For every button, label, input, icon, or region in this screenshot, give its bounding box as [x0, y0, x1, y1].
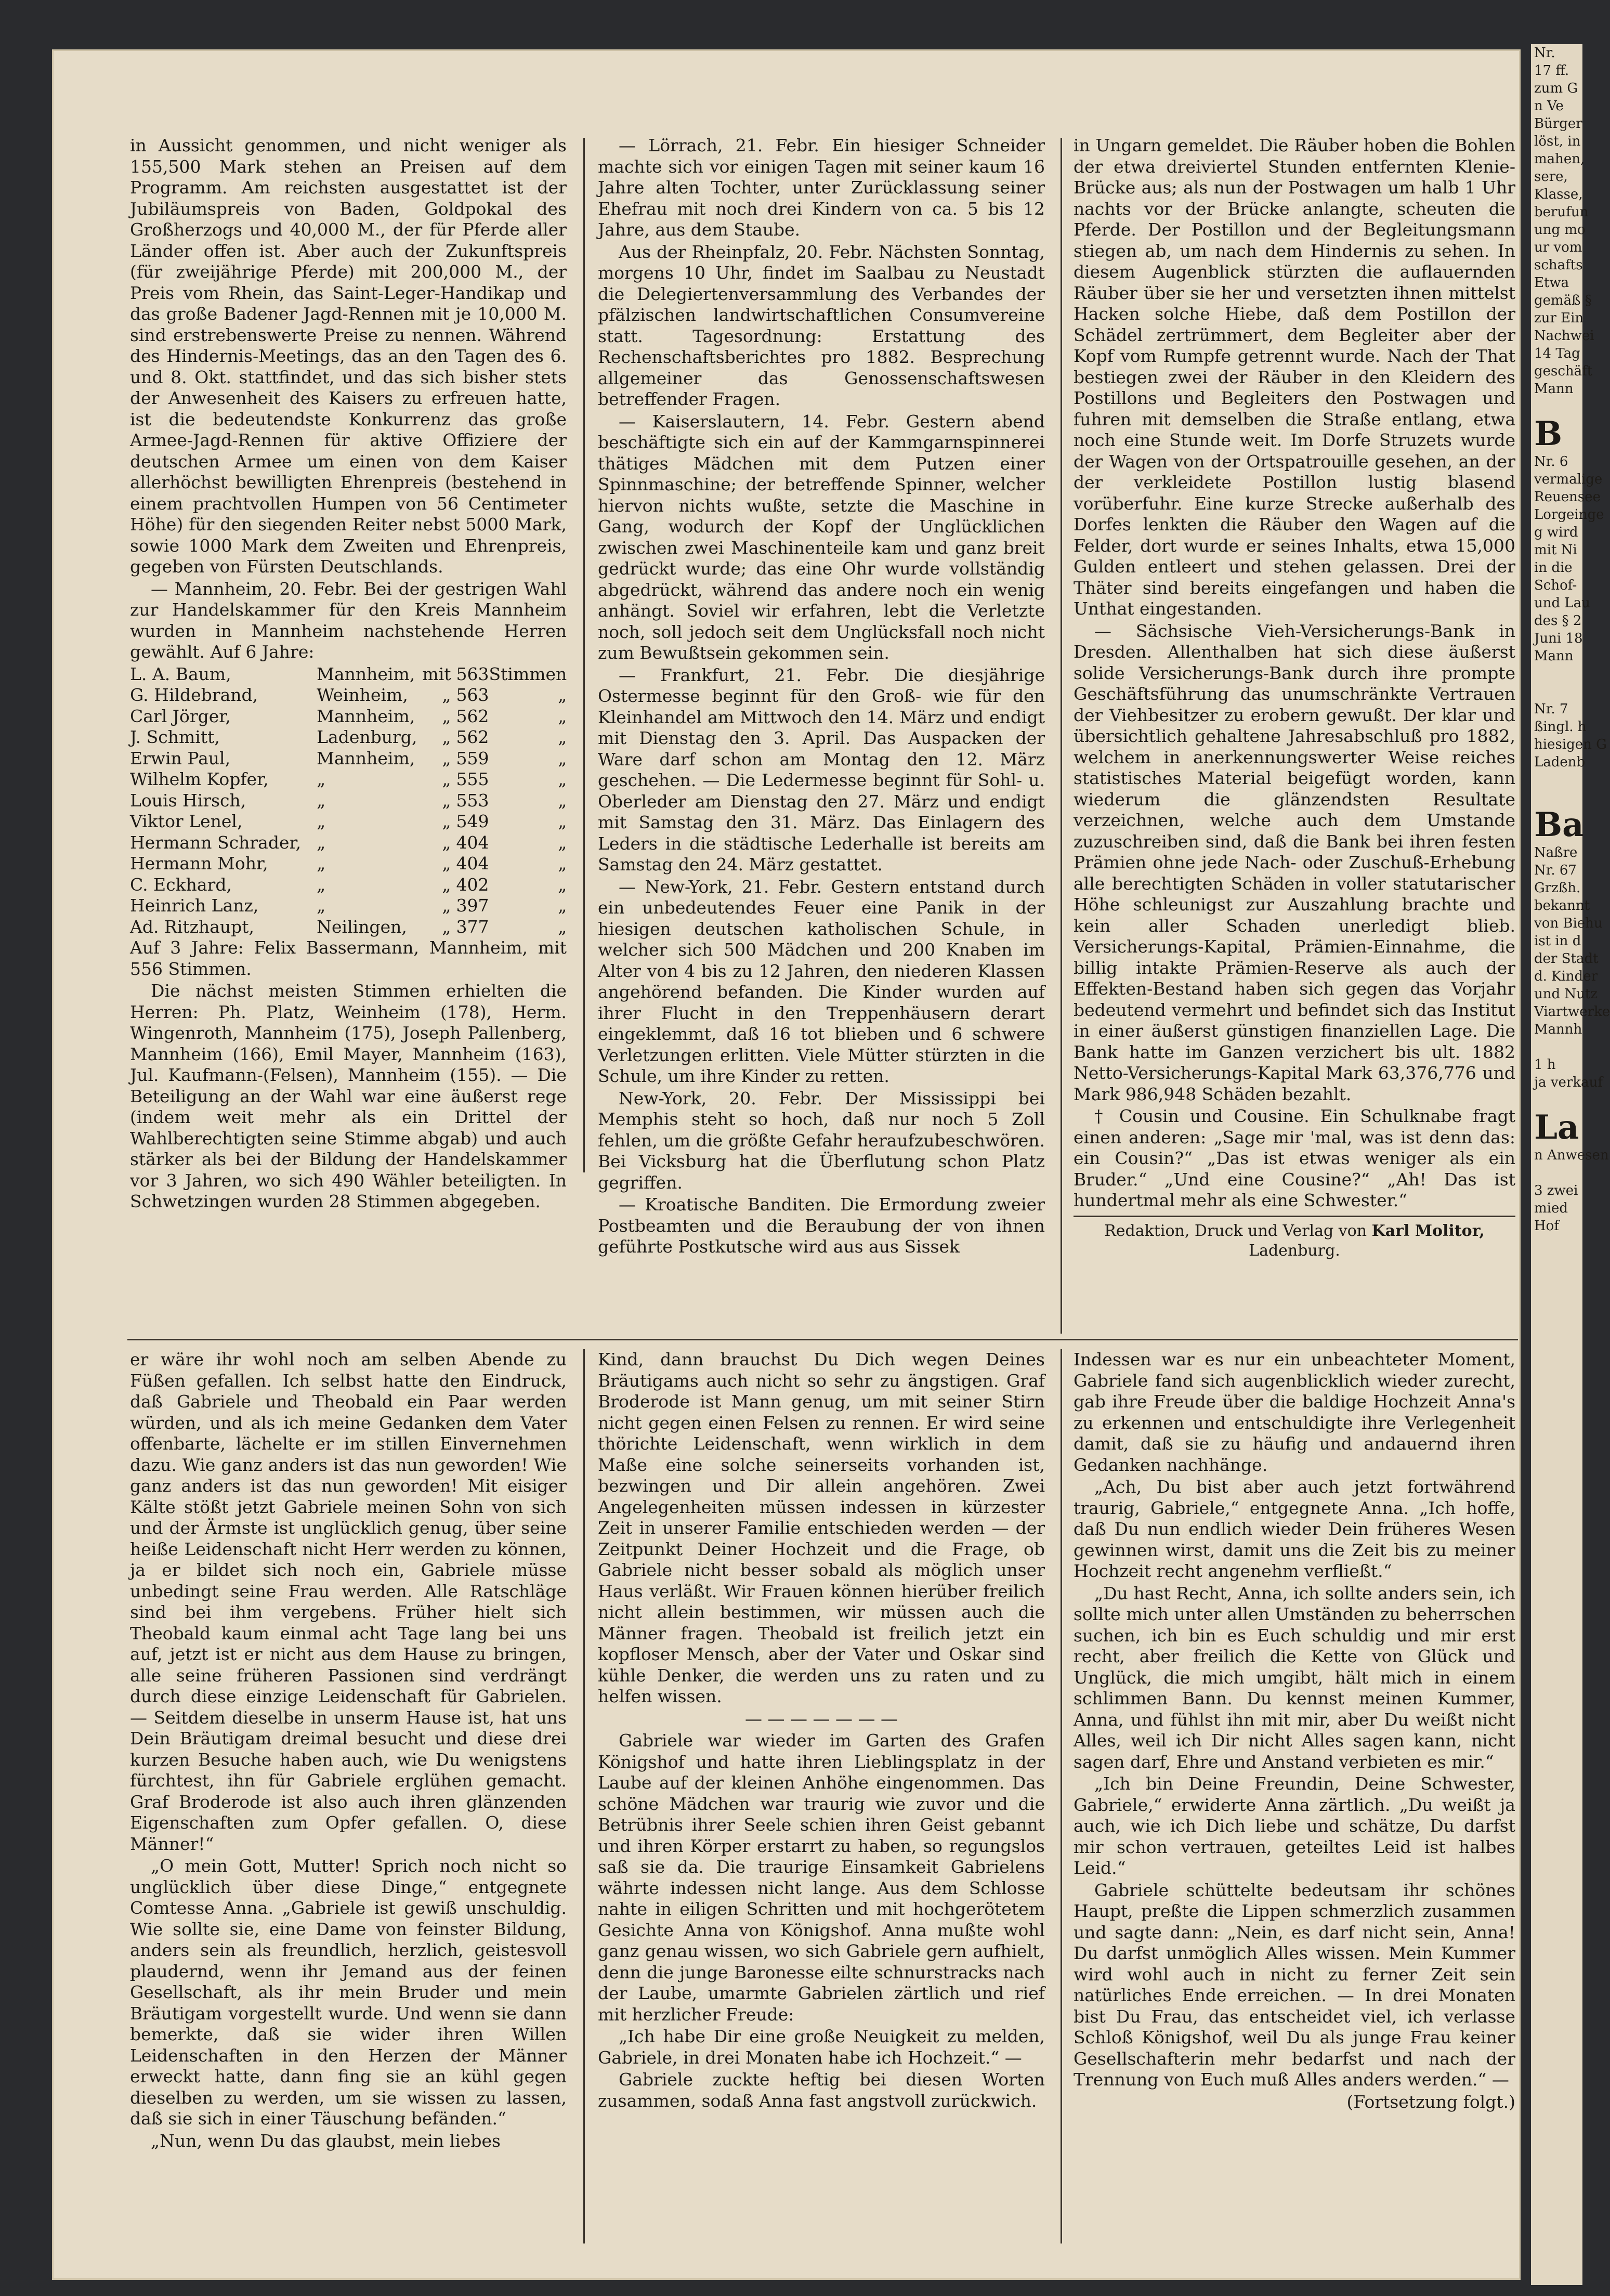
- section-divider: [127, 1339, 1518, 1340]
- result-votes: 397: [456, 895, 489, 916]
- imprint: [1074, 1221, 1515, 1261]
- result-unit: Stimmen: [489, 663, 567, 684]
- result-name: Ad. Ritzhaupt,: [130, 916, 255, 937]
- result-votes: 562: [456, 727, 489, 747]
- result-votes: 562: [456, 706, 489, 726]
- edge-fragment: der Stadt: [1534, 951, 1599, 967]
- result-name: Carl Jörger,: [130, 706, 231, 726]
- edge-fragment: mied: [1534, 1201, 1568, 1216]
- article-kaiserslautern: — Kaiserslautern, 14. Febr. Gestern abend beschäftigte sich ein auf der Kammgarnspinnerei thätiges Mädchen mit dem Putzen einer Spinnmaschine; der betreffende Spinner, welcher hiervon nichts wußte, setzte die Maschine in Gang, wodurch der Kopf der Unglücklichen zwischen zwei Maschinenteile kam und ganz breit gedrückt wurde; das eine Ohr wurde vollständig abgedrückt, während das andere noch ein wenig anhängt. Soviel wir erfahren, lebt die Verletzte noch, soll jedoch seit dem Unglücksfall noch nicht zum Bewußtsein gekommen sein.: [598, 411, 1045, 663]
- result-votes: 404: [456, 853, 489, 873]
- edge-fragment: 14 Tag: [1534, 346, 1580, 361]
- result-city: „: [317, 832, 326, 853]
- edge-fragment: schafts: [1534, 257, 1583, 273]
- story-part-10: „Du hast Recht, Anna, ich sollte anders sein, ich sollte mich unter allen Umständen zu beherrschen suchen, ich bin es Euch schuldig und mir erst recht, aber freilich die Kette von Glück und Unglück, die mich umgibt, hält mich in einem schlimmen Bann. Du kennst meinen Kummer, Anna, und fühlst ihn mit mir, aber Du weißt nicht Alles, weil ich Dir nicht Alles sagen kann, nicht sagen darf, Ehre und Anstand verbieten es mir.“: [1074, 1583, 1515, 1772]
- result-votes: 549: [456, 811, 489, 831]
- result-votes: 377: [456, 916, 489, 937]
- result-votes: 559: [456, 748, 489, 768]
- result-city: Mannheim,: [317, 663, 415, 684]
- result-row: [130, 727, 567, 748]
- adjacent-page-edge: [1531, 44, 1610, 2285]
- upper-column-2: [598, 135, 1045, 1259]
- lower-column-2: [598, 1349, 1045, 2112]
- result-unit: „: [558, 874, 567, 895]
- result-row: [130, 748, 567, 769]
- column-rule: [583, 1349, 585, 2243]
- edge-fragment: [1531, 1091, 1582, 1109]
- article-mannheim-election: — Mannheim, 20. Febr. Bei der gestrigen Wahl zur Handelskammer für den Kreis Mannheim wurden in Mannheim nachstehende Herren gewählt. Auf 6 Jahre:: [130, 578, 567, 662]
- edge-fragment: Ba: [1534, 805, 1584, 844]
- result-votes: 553: [456, 790, 489, 811]
- edge-fragment: in die: [1534, 560, 1573, 576]
- result-row: [130, 769, 567, 790]
- edge-fragment: Reuensee: [1534, 489, 1601, 505]
- result-mit: „: [442, 706, 451, 726]
- election-runners-up: Die nächst meisten Stimmen erhielten die Herren: Ph. Platz, Weinheim (178), Herm. Wingenroth, Mannheim (175), Joseph Pallenberg, Mannheim (166), Emil Mayer, Mannheim (163), Jul. Kaufmann-(Felsen), Mannheim (155). — Die Beteiligung an der Wahl war eine äußerst rege (indem weit mehr als ein Drittel der Wahlberechtigten seine Stimme abgab) und auch stärker als bei der Bildung der Handelskammer vor 3 Jahren, wo sich 490 Wähler beteiligten. In Schwetzingen wurden 28 Stimmen abgegeben.: [130, 981, 567, 1211]
- edge-fragment: [1531, 1164, 1582, 1182]
- result-unit: „: [558, 832, 567, 853]
- result-city: „: [317, 874, 326, 895]
- article-croatian-bandits-cont: in Ungarn gemeldet. Die Räuber hoben die Bohlen der etwa dreiviertel Stunden entfernten Klenie-Brücke aus; als nun der Postwagen um halb 1 Uhr nachts vor der Brücke anlangte, scheuten die Pferde. Der Postillon und der Begleitungsmann stiegen ab, um nach dem Hindernis zu sehen. In diesem Augenblick stürzten die auflauernden Räuber über sie her und versetzten ihnen mittelst Hacken solche Hiebe, daß dem Postillon der Schädel zertrümmert, dem Begleiter aber der Kopf vom Rumpfe getrennt wurde. Nach der That bestiegen zwei der Räuber in den Kleidern des Postillons und Begleiters den Postwagen und fuhren mit demselben die Straße entlang, etwa noch eine Stunde weit. Im Dorfe Struzets wurde der Wagen von der Ortspatrouille gesehen, an der der verkleidete Postillon lustig blasend vorüberfuhr. Eine kurze Strecke außerhalb des Dorfes lenkten die Räuber den Wagen auf die Felder, dort wurde er seines Inhalts, etwa 15,000 Gulden entleert und stehen gelassen. Drei der Thäter sind bereits eingefangen und haben die Unthat eingestanden.: [1074, 135, 1515, 619]
- result-city: Mannheim,: [317, 748, 415, 768]
- story-part-1: er wäre ihr wohl noch am selben Abende zu Füßen gefallen. Ich selbst hatte den Eindruck, daß Gabriele und Theobald ein Paar werden würden, und als ich meine Gedanken dem Vater offenbarte, lächelte er im stillen Einvernehmen dazu. Wie ganz anders ist das nun geworden! Wie ganz anders ist das nun geworden! Mit eisiger Kälte stößt jetzt Gabriele meinen Sohn von sich und der Ärmste ist unglücklich genug, über seine heiße Leidenschaft nicht Herr werden zu können, ja er bildet sich noch ein, Gabriele müsse unbedingt seine Frau werden. Alle Ratschläge sind bei ihm vergebens. Früher hielt sich Theobald kaum einmal acht Tage lang bei uns auf, jetzt ist er nicht aus dem Hause zu bringen, alle seine früheren Passionen sind verdrängt durch diese einzige Leidenschaft für Gabrielen. — Seitdem dieselbe in unserm Hause ist, hat uns Dein Bräutigam dreimal besucht und diese drei kurzen Besuche haben auch, wie Du wenigstens fürchtest, ihn für Gabriele erglühen gemacht. Graf Broderode ist also auch ihren glänzenden Eigenschaften zum Opfer gefallen. O, diese Männer!“: [130, 1349, 567, 1854]
- result-unit: „: [558, 895, 567, 916]
- result-row: [130, 895, 567, 917]
- story-part-4: Kind, dann brauchst Du Dich wegen Deines Bräutigams auch nicht so sehr zu ängstigen. Graf Broderode ist Mann genug, um mit seiner Stirn nicht gegen einen Felsen zu rennen. Er wird seine thörichte Leidenschaft, wenn wirklich in dem Maße eine solche seinerseits vorhanden ist, bezwingen und Dir allein angehören. Zwei Angelegenheiten müssen indessen in kürzester Zeit in unserer Familie entschieden werden — der Zeitpunkt Deiner Hochzeit und die Frage, ob Gabriele nicht besser sobald als möglich unser Haus verläßt. Wir Frauen können hierüber freilich nicht allein bestimmen, wir müssen auch die Männer fragen. Theobald ist freilich jetzt ein kopfloser Mensch, aber der Vater und Oskar sind kühle Denker, die werden uns zu raten und zu helfen wissen.: [598, 1349, 1045, 1706]
- column-rule: [1061, 1349, 1062, 2243]
- result-unit: „: [558, 685, 567, 705]
- article-frankfurt: — Frankfurt, 21. Febr. Die diesjährige Ostermesse beginnt für den Groß- wie für den Kleinhandel am Mittwoch den 14. März und endigt mit Dienstag den 3. April. Das Auspacken der Ware darf schon am Montag den 12. März geschehen. — Die Ledermesse beginnt für Sohl- u. Oberleder am Dienstag den 27. März und endigt mit Samstag den 31. März. Das Einlagern des Leders in die städtische Lederhalle ist bereits am Samstag den 24. März gestattet.: [598, 664, 1045, 875]
- story-part-9: „Ach, Du bist aber auch jetzt fortwährend traurig, Gabriele,“ entgegnete Anna. „Ich hoffe, daß Du nun endlich wieder Dein früheres Wesen gewinnen wirst, damit uns die Zeit bis zu meiner Hochzeit recht angenehm verfließt.“: [1074, 1477, 1515, 1581]
- result-name: Hermann Mohr,: [130, 853, 268, 873]
- result-row: [130, 664, 567, 685]
- result-votes: 404: [456, 832, 489, 853]
- result-row: [130, 685, 567, 706]
- lower-column-1: [130, 1349, 567, 2152]
- imprint-rule: [1074, 1216, 1515, 1217]
- result-unit: „: [558, 811, 567, 831]
- story-part-12: Gabriele schüttelte bedeutsam ihr schönes Haupt, preßte die Lippen schmerzlich zusammen und sagte dann: „Nein, es darf nicht sein, Anna! Du darfst unmöglich Alles wissen. Mein Kummer wird wohl auch in nicht zu ferner Zeit sein natürliches Ende erreichen. — In drei Monaten bist Du Frau, das entscheidet viel, ich verlasse Schloß Königshof, weil Du als junge Frau keiner Gesellschafterin mehr bedarfst und nach der Trennung von Euch muß Alles anders werden.“ —: [1074, 1880, 1515, 2090]
- article-insurance-bank: — Sächsische Vieh-Versicherungs-Bank in Dresden. Allenthalben hat sich diese äußerst solide Versicherungs-Bank durch ihre prompte Geschäftsführung das unumschränkte Vertrauen der Viehbesitzer zu erobern gewußt. Der klar und übersichtlich gehaltene Jahresabschluß pro 1882, welchem in anerkennungswerter Weise reiches statistisches Material beigefügt worden, kann wiederum die glänzendsten Resultate verzeichnen, welche auch dem Umstande zuzuschreiben sind, daß die Bank bei ihren festen Prämien ohne jede Nach- oder Zuschuß-Erhebung alle berechtigten Schäden in voller statutarischer Höhe schleunigst zur Auszahlung brachte und kein aller Schaden unerledigt blieb. Versicherungs-Kapital, Prämien-Einnahme, die billig intakte Prämien-Reserve als auch der Effekten-Bestand haben sich gegen das Vorjahr bedeutend vermehrt und befindet sich das Institut in einer äußerst günstigen finanziellen Lage. Die Bank hatte im Ganzen verzichert bis ult. 1882 Netto-Versicherungs-Kapital Mark 63,376,776 und Mark 986,948 Schäden bezahlt.: [1074, 620, 1515, 1104]
- result-name: Erwin Paul,: [130, 748, 231, 768]
- edge-fragment: [1531, 665, 1582, 683]
- result-row: [130, 832, 567, 854]
- result-votes: 563: [456, 685, 489, 705]
- result-votes: 402: [456, 874, 489, 895]
- story-part-8: Indessen war es nur ein unbeachteter Moment, Gabriele fand sich augenblicklich wieder zurecht, gab ihre Freude über die baldige Hochzeit Anna's zu erkennen und entschuldigte ihre Verlegenheit damit, daß sie zu häufig und andauernd ihren Gedanken nachhänge.: [1074, 1349, 1515, 1475]
- edge-fragment: bekannt: [1534, 898, 1590, 914]
- lower-column-3: [1074, 1349, 1515, 2114]
- result-city: „: [317, 811, 326, 831]
- edge-fragment: Nr. 6: [1534, 454, 1568, 469]
- article-rheinpfalz: Aus der Rheinpfalz, 20. Febr. Nächsten Sonntag, morgens 10 Uhr, findet im Saalbau zu Neustadt die Delegiertenversammlung des Verbandes der pfälzischen landwirtschaftlichen Consumvereine statt. Tagesordnung: Erstattung des Rechenschaftsberichtes pro 1882. Besprechung allgemeiner das Genossenschaftswesen betreffender Fragen.: [598, 241, 1045, 409]
- edge-fragment: und Nutz: [1534, 986, 1598, 1002]
- column-rule: [1061, 138, 1062, 1334]
- edge-fragment: zum G: [1534, 81, 1578, 96]
- edge-fragment: Hof: [1534, 1218, 1559, 1234]
- edge-fragment: sere,: [1534, 169, 1568, 185]
- result-unit: „: [558, 706, 567, 726]
- edge-fragment: Naßre: [1534, 845, 1578, 860]
- article-race-prizes: in Aussicht genommen, und nicht weniger als 155,500 Mark stehen an Preisen auf dem Programm. Am reichsten ausgestattet ist der Jubiläumspreis von Baden, Goldpokal des Großherzogs und 40,000 M., der für Pferde aller Länder offen ist. Aber auch der Zukunftspreis (für zweijährige Pferde) mit 200,000 M., der Preis vom Rhein, das Saint-Leger-Handikap und das große Badener Jagd-Rennen mit je 10,000 M. sind erstrebenswerte Preise zu nennen. Während des Hindernis-Meetings, das an den Tagen des 6. und 8. Okt. stattfindet, und das sich bisher stets der Anwesenheit des Kaisers zu erfreuen hatte, ist die bedeutendste Konkurrenz das große Armee-Jagd-Rennen für aktive Offiziere der deutschen Armee um einen von dem Kaiser allerhöchst bewilligten Ehrenpreis (bestehend in einem prachtvollen Humpen von 56 Centimeter Höhe) für den siegenden Reiter nebst 5000 Mark, sowie 1000 Mark dem Zweiten und Ehrenpreis, gegeben von Fürsten Deutschlands.: [130, 135, 567, 577]
- imprint-publisher: Karl Molitor,: [1371, 1221, 1485, 1240]
- edge-fragment: Klasse,: [1534, 187, 1583, 202]
- result-unit: „: [558, 916, 567, 937]
- edge-fragment: berufun: [1534, 204, 1589, 220]
- edge-fragment: La: [1534, 1108, 1579, 1147]
- edge-fragment: g wird: [1534, 525, 1578, 540]
- result-unit: „: [558, 748, 567, 768]
- article-croatian-bandits: — Kroatische Banditen. Die Ermordung zweier Postbeamten und die Beraubung der von ihnen geführte Postkutsche wird aus aus Sissek: [598, 1194, 1045, 1257]
- edge-fragment: [1531, 398, 1582, 415]
- edge-fragment: [1531, 771, 1582, 789]
- edge-fragment: Nr. 67: [1534, 863, 1577, 878]
- result-mit: „: [442, 685, 451, 705]
- result-mit: „: [442, 790, 451, 811]
- result-name: G. Hildebrand,: [130, 685, 258, 705]
- result-votes: 555: [456, 769, 489, 789]
- result-unit: „: [558, 790, 567, 811]
- edge-fragment: Ladenb: [1534, 754, 1586, 770]
- edge-fragment: Juni 18: [1534, 631, 1583, 646]
- result-mit: „: [442, 895, 451, 916]
- edge-fragment: Schof-: [1534, 578, 1577, 593]
- story-separator: — — — — — — —: [745, 1708, 898, 1729]
- result-name: Heinrich Lanz,: [130, 895, 259, 916]
- result-mit: „: [442, 769, 451, 789]
- edge-fragment: gemäß §: [1534, 293, 1592, 308]
- story-part-11: „Ich bin Deine Freundin, Deine Schwester, Gabriele,“ erwiderte Anna zärtlich. „Du weißt ja auch, wie ich Dich liebe und schätze, Du darfst mir schon vertrauen, geteiltes Leid ist halbes Leid.“: [1074, 1773, 1515, 1878]
- result-name: Wilhelm Kopfer,: [130, 769, 269, 789]
- result-city: „: [317, 853, 326, 873]
- edge-fragment: Nachwei: [1534, 328, 1594, 344]
- result-row: [130, 790, 567, 812]
- edge-fragment: und Lau: [1534, 595, 1590, 611]
- edge-fragment: ßingl. h: [1534, 719, 1587, 735]
- continuation-note: (Fortsetzung folgt.): [1346, 2091, 1515, 2112]
- result-city: Weinheim,: [317, 685, 408, 705]
- column-rule: [583, 138, 585, 1172]
- upper-column-3: [1074, 135, 1515, 1261]
- result-name: J. Schmitt,: [130, 727, 220, 747]
- result-mit: „: [442, 916, 451, 937]
- edge-fragment: ist in d: [1534, 933, 1581, 949]
- result-row: [130, 853, 567, 875]
- edge-fragment: 1 h: [1534, 1057, 1556, 1073]
- result-unit: „: [558, 769, 567, 789]
- imprint-city: Ladenburg.: [1249, 1241, 1340, 1260]
- article-loerrach: — Lörrach, 21. Febr. Ein hiesiger Schneider machte sich vor einigen Tagen mit seiner kaum 16 Jahre alten Tochter, unter Zurücklassung seiner Ehefrau mit noch drei Kindern von ca. 5 bis 12 Jahre, aus dem Staube.: [598, 135, 1045, 240]
- story-part-7: Gabriele zuckte heftig bei diesen Worten zusammen, sodaß Anna fast angstvoll zurückwich.: [598, 2069, 1045, 2111]
- result-name: Hermann Schrader,: [130, 832, 302, 853]
- edge-fragment: Viartwerke: [1534, 1004, 1610, 1020]
- story-part-6: „Ich habe Dir eine große Neuigkeit zu melden, Gabriele, in drei Monaten habe ich Hochzeit.“ —: [598, 2026, 1045, 2068]
- edge-fragment: Bürger: [1534, 116, 1582, 132]
- upper-column-1: [130, 135, 567, 1214]
- result-mit: „: [442, 748, 451, 768]
- edge-fragment: Etwa: [1534, 275, 1569, 291]
- result-mit: „: [442, 727, 451, 747]
- edge-fragment: Mann: [1534, 648, 1574, 664]
- result-city: Mannheim,: [317, 706, 415, 726]
- result-row: [130, 706, 567, 727]
- edge-fragment: d. Kinder: [1534, 969, 1598, 984]
- result-mit: „: [442, 874, 451, 895]
- newspaper-page: [52, 49, 1521, 2280]
- election-three-year: Auf 3 Jahre: Felix Bassermann, Mannheim, mit 556 Stimmen.: [130, 937, 567, 979]
- result-row: [130, 875, 567, 896]
- story-part-2: „O mein Gott, Mutter! Sprich noch nicht so unglücklich über diese Dinge,“ entgegnete Comtesse Anna. „Gabriele ist gewiß unschuldig. Wie sollte sie, eine Dame von feinster Bildung, anders sein als freundlich, herzlich, geistesvoll plaudernd, wenn ihr Jemand aus der feinen Gesellschaft, als ihr mein Bruder und mein Bräutigam vorgestellt wurde. Und wenn sie dann bemerkte, daß sie wider ihren Willen Leidenschaften in den Herzen der Männer erweckt hatte, dann fing sie an kühl gegen dieselben zu werden, um sie wissen zu lassen, daß sie sich in einer Täuschung befänden.“: [130, 1856, 567, 2129]
- edge-fragment: mahen,: [1534, 151, 1585, 167]
- result-row: [130, 917, 567, 938]
- result-city: „: [317, 769, 326, 789]
- edge-fragment: [1531, 683, 1582, 700]
- edge-fragment: n Ve: [1534, 98, 1564, 114]
- result-city: „: [317, 895, 326, 916]
- edge-fragment: 17 ff.: [1534, 63, 1569, 79]
- result-votes: 563: [456, 663, 489, 684]
- article-cousin-joke: † Cousin und Cousine. Ein Schulknabe fragt einen anderen: „Sage mir 'mal, was ist denn das: ein Cousin?“ „Das ist etwas weniger als ein Bruder.“ „Und eine Cousine?“ „Ah! Das ist hundertmal mehr als eine Schwester.“: [1074, 1106, 1515, 1210]
- edge-fragment: Lorgeinge: [1534, 507, 1604, 523]
- article-new-york-panic: — New-York, 21. Febr. Gestern entstand durch ein unbedeutendes Feuer eine Panik in der hiesigen deutschen katholischen Schule, in welcher sich 500 Mädchen und 200 Knaben im Alter von 4 bis zu 12 Jahren, den niederen Klassen angehörend befanden. Die Kinder wurden auf ihrer Flucht in den Treppenhäusern derart eingeklemmt, daß 16 tot blieben und 6 schwere Verletzungen erlitten. Viele Mütter stürzten in die Schule, um ihre Kinder zu retten.: [598, 876, 1045, 1086]
- edge-fragment: geschäft: [1534, 363, 1593, 379]
- result-name: C. Eckhard,: [130, 874, 232, 895]
- result-row: [130, 811, 567, 832]
- edge-fragment: mit Ni: [1534, 542, 1577, 558]
- result-mit: „: [442, 853, 451, 873]
- edge-fragment: zur Ein: [1534, 310, 1584, 326]
- edge-fragment: hiesigen G: [1534, 737, 1607, 752]
- edge-fragment: Mann: [1534, 381, 1574, 397]
- result-mit: mit: [422, 663, 451, 684]
- result-city: „: [317, 790, 326, 811]
- imprint-text: Redaktion, Druck und Verlag von: [1104, 1221, 1367, 1240]
- edge-fragment: von Biehu: [1534, 916, 1603, 931]
- result-unit: „: [558, 853, 567, 873]
- article-new-york-flood: New-York, 20. Febr. Der Mississippi bei Memphis steht so hoch, daß nur noch 5 Zoll fehlen, um die größte Gefahr heraufzubeschwören. Bei Vicksburg hat die Überflutung schon Platz gegriffen.: [598, 1088, 1045, 1193]
- story-part-3: „Nun, wenn Du das glaubst, mein liebes: [151, 2130, 501, 2151]
- edge-fragment: 3 zwei: [1534, 1183, 1578, 1198]
- edge-fragment: ung mo: [1534, 222, 1586, 238]
- election-results-table: [130, 664, 567, 938]
- edge-fragment: ja verkauf: [1534, 1075, 1603, 1090]
- edge-fragment: des § 2: [1534, 613, 1582, 629]
- edge-fragment: [1531, 789, 1582, 806]
- edge-fragment: löst, in: [1534, 134, 1581, 149]
- result-city: Neilingen,: [317, 916, 407, 937]
- edge-fragment: ur vom: [1534, 240, 1582, 255]
- edge-fragment: Grzßh.: [1534, 880, 1581, 896]
- result-name: L. A. Baum,: [130, 663, 231, 684]
- edge-fragment: Mannh: [1534, 1022, 1582, 1037]
- edge-fragment: B: [1534, 414, 1563, 453]
- edge-fragment: vermalige: [1534, 472, 1603, 487]
- edge-fragment: n Anwesen: [1534, 1147, 1609, 1163]
- edge-fragment: [1531, 1038, 1582, 1056]
- edge-fragment: Nr.: [1534, 45, 1555, 61]
- result-mit: „: [442, 811, 451, 831]
- result-city: Ladenburg,: [317, 727, 417, 747]
- result-unit: „: [558, 727, 567, 747]
- result-name: Viktor Lenel,: [130, 811, 243, 831]
- edge-fragment: Nr. 7: [1534, 701, 1568, 717]
- result-name: Louis Hirsch,: [130, 790, 246, 811]
- story-part-5: Gabriele war wieder im Garten des Grafen Königshof und hatte ihren Lieblingsplatz in der Laube auf der kleinen Anhöhe eingenommen. Das schöne Mädchen war traurig wie zuvor und die Betrübnis ihrer Seele schien ihren Geist gebannt und ihren Körper erstarrt zu haben, so regungslos saß sie da. Die traurige Einsamkeit Gabrielens währte indessen nicht lange. Aus dem Schlosse nahte in eiligen Schritten und mit hochgerötetem Gesichte Anna von Königshof. Anna mußte wohl ganz genau wissen, wo sich Gabriele gern aufhielt, denn die junge Baronesse eilte schnurstracks nach der Laube, umarmte Gabrielen zärtlich und rief mit herzlicher Freude:: [598, 1730, 1045, 2025]
- result-mit: „: [442, 832, 451, 853]
